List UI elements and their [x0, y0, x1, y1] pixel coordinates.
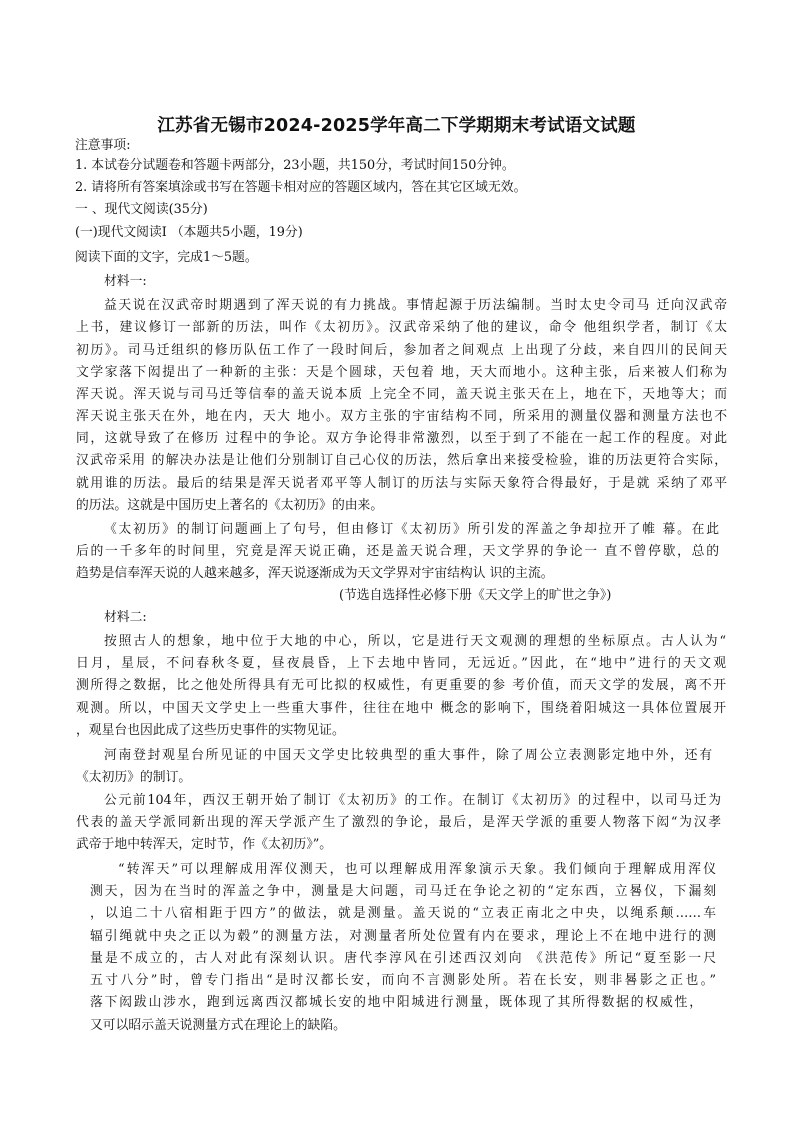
text-line: 益天说在汉武帝时期遇到了浑天说的有力挑战。事情起源于历法编制。当时太史令司马 迁向汉武帝: [104, 298, 727, 313]
text-line: 的历法。这就是中国历史上著名的《太初历》的由来。: [76, 498, 384, 513]
text-line: 后的一千多年的时间里，究竟是浑天说正确，还是盖天说合理，天文学界的争论一 直不曾停歇，总的: [76, 544, 719, 559]
source-citation: (节选自选择性必修下册《天文学上的旷世之争》): [339, 588, 612, 603]
subsection-heading: (一)现代文阅读Ⅰ （本题共5小题，19分): [75, 225, 303, 240]
text-line: 同，这就导致了在修历 过程中的争论。双方争论得非常激烈，以至于到了不能在一起工作的程度。对此: [76, 431, 727, 446]
text-line: 《太初历》的制订。: [76, 770, 192, 785]
text-line: 日月，星辰，不问春秋冬夏，昼夜晨昏，上下去地中皆同，无远近。”因此，在“地中”进行的天文观: [76, 656, 726, 671]
text-line: 浑天说。浑天说与司马迁等信奉的盖天说本质 上完全不同，盖天说主张天在上，地在下，天地等大；而: [76, 387, 727, 402]
text-line: 辐引绳就中央之正以为毂”的测量方法，对测量者所处位置有内在要求，理论上不在地中进行的测: [90, 929, 716, 944]
text-line: 汉武帝采用 的解决办法是让他们分别制订自己心仪的历法，然后拿出来接受检验，谁的历法更符合实际，: [76, 453, 727, 468]
text-line: 又可以昭示盖天说测量方式在理论上的缺陷。: [90, 1018, 346, 1033]
text-line: 测所得之数据，比之他处所得具有无可比拟的权威性，有更重要的参 考价值，而天文学的发展，离不开: [76, 678, 726, 693]
text-line: 《太初历》的制订问题画上了句号，但由修订《太初历》所引发的浑盖之争却拉开了帷 幕。在此: [104, 522, 719, 537]
text-line: 落下闳跋山涉水，跑到远离西汉都城长安的地中阳城进行测量，既体现了其所得数据的权威性，: [90, 995, 702, 1010]
text-line: 代表的盖天学派同新出现的浑天学派产生了激烈的争论，最后，是浑天学派的重要人物落下闳“为汉孝: [76, 815, 721, 830]
material-label: 材料二:: [104, 610, 147, 625]
material-label: 材料一:: [104, 274, 147, 289]
text-line: 五寸八分”时，曾专门指出“是时汉都长安，而向不言测影处所。若在长安，则非晷影之正也。”: [90, 973, 716, 988]
text-line: 趋势是信奉浑天说的人越来越多，浑天说逐渐成为天文学界对宇宙结构认 识的主流。: [76, 566, 554, 581]
notice-heading: 注意事项:: [75, 138, 131, 153]
text-line: 河南登封观星台所见证的中国天文学史比较典型的重大事件，除了周公立表测影定地中外，还有: [104, 748, 712, 763]
text-line: 就用谁的历法。最后的结果是浑天说者邓平等人制订的历法与实际天象符合得最好，于是就 采纳了邓平: [76, 476, 727, 491]
text-line: 公元前104年，西汉王朝开始了制订《太初历》的工作。在制订《太初历》的过程中，以司马迁为: [104, 793, 721, 808]
notice-item: 1. 本试卷分试题卷和答题卡两部分，23小题，共150分，考试时间150分钟。: [75, 158, 515, 173]
text-line: 量是不成立的，古人对此有深刻认识。唐代李淳风在引述西汉刘向 《洪范传》所记“夏至影一尺: [90, 951, 716, 966]
text-line: 浑天说主张天在外，地在内，天大 地小。双方主张的宇宙结构不同，所采用的测量仪器和测量方法也不: [76, 409, 727, 424]
text-line: 观测。所以，中国天文学史上一些重大事件，往往在地中 概念的影响下，围绕着阳城这一具体位置展开: [76, 701, 726, 716]
section-heading: 一 、现代文阅读(35分): [75, 202, 208, 217]
instruction: 阅读下面的文字，完成1～5题。: [75, 250, 258, 265]
text-line: 武帝于地中转浑天，定时节，作《太初历》”。: [76, 837, 333, 852]
text-line: ，以追二十八宿相距于四方”的做法，就是测量。盖天说的“立表正南北之中央，以绳系颠……车: [90, 906, 716, 921]
text-line: 测天，因为在当时的浑盖之争中，测量是大问题，司马迁在争论之初的“定东西，立晷仪，下漏刻: [90, 884, 716, 899]
notice-item: 2. 请将所有答案填涂或书写在答题卡相对应的答题区域内，答在其它区域无效。: [75, 180, 527, 195]
text-line: 初历》。司马迁组织的修历队伍工作了一段时间后，参加者之间观点 上出现了分歧，来自四川的民间天: [76, 343, 727, 358]
text-line: “转浑天”可以理解成用浑仪测天，也可以理解成用浑象演示天象。我们倾向于理解成用浑仪: [118, 862, 716, 877]
page-title: 江苏省无锡市2024-2025学年高二下学期期末考试语文试题: [157, 116, 636, 136]
text-line: 文学家落下闳提出了一种新的主张：天是个圆球，天包着 地，天大而地小。这种主张，后来被人们称为: [76, 365, 727, 380]
text-line: 上书，建议修订一部新的历法，叫作《太初历》。汉武帝采纳了他的建议，命令 他组织学者，制订《太: [76, 320, 727, 335]
text-line: 按照古人的想象，地中位于大地的中心，所以，它是进行天文观测的理想的坐标原点。古人认为“: [104, 634, 726, 649]
text-line: ，观星台也因此成了这些历史事件的实物见证。: [76, 723, 345, 738]
